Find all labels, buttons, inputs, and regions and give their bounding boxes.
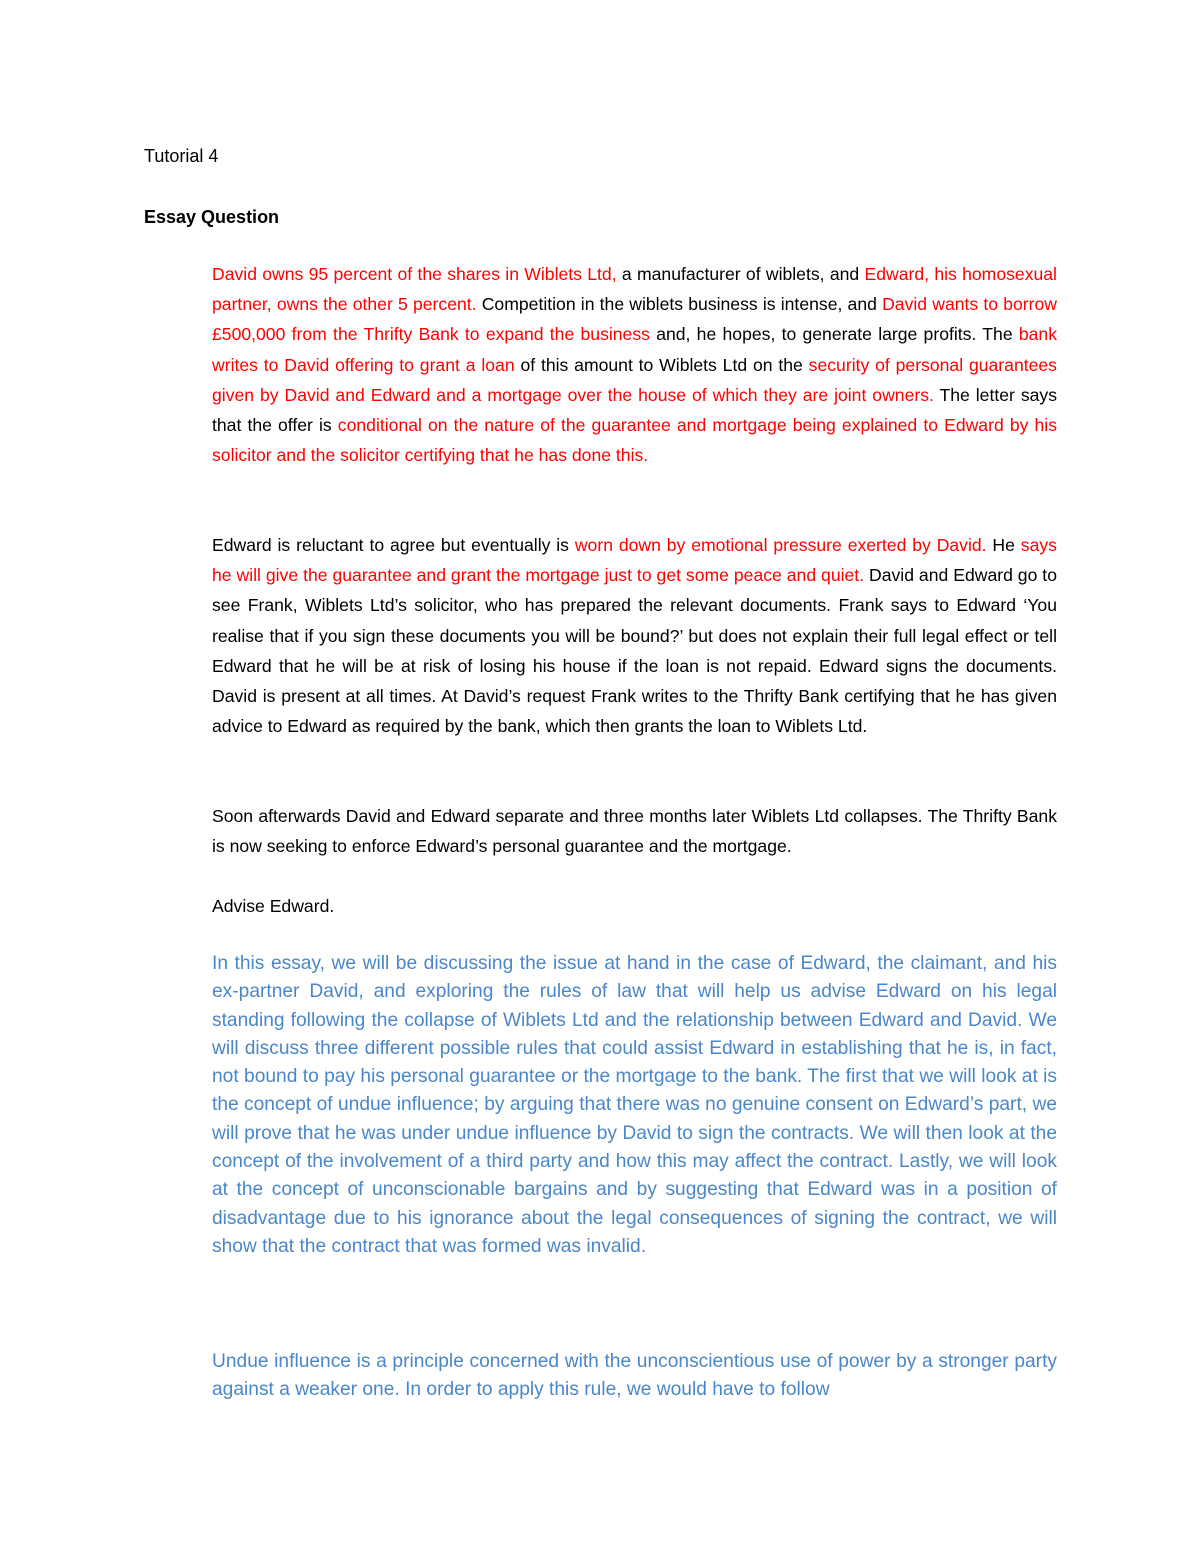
section-heading: Essay Question <box>144 207 280 227</box>
question-highlight: worn down by emotional pressure exerted by David. <box>574 535 987 555</box>
question-text: and, he hopes, to generate large profits. The <box>649 324 1019 345</box>
question-text: a manufacturer of wiblets, and <box>616 264 865 284</box>
essay-paragraph-2: Undue influence is a principle concerned with the unconscientious use of power by a stronger party against a weaker one. In order to apply this rule, we would have to follow <box>212 1351 1057 1401</box>
question-text: He <box>986 535 1021 555</box>
essay-paragraph-1: In this essay, we will be discussing the issue at hand in the case of Edward, the claimant, and his ex-partner David, and exploring the rules of law that will help us advise Edward on his legal standing following the collapse of Wiblets Ltd and the relationship between Edward and David. We will discuss three different possible rules that could assist Edward in establishing that he is, in fact, not bound to pay his personal guarantee or the mortgage to the bank. The first that we will look at is the concept of undue influence; by arguing that there was no genuine consent on Edward’s part, we will prove that he was under undue influence by David to sign the contracts. We will then look at the concept of the involvement of a third party and how this may affect the contract. Lastly, we will look at the concept of unconscionable bargains and by suggesting that Edward was in a position of disadvantage due to his ignorance about the legal consequences of signing the contract, we will show that the contract that was formed was invalid. <box>212 953 1057 1257</box>
question-highlight: David owns 95 percent of the shares in Wiblets Ltd, <box>212 264 617 284</box>
question-highlight: David wants to borrow £500,000 from the Thrifty Bank to expand the business <box>212 294 1058 345</box>
question-text: The letter says that the offer is <box>212 384 1057 436</box>
question-highlight: bank writes to David offering to grant a loan <box>212 324 1058 375</box>
question-text: Competition in the wiblets business is intense, and <box>476 294 883 315</box>
question-instruction: Advise Edward. <box>212 896 335 916</box>
question-highlight: conditional on the nature of the guarantee and mortgage being explained to Edward by his solicitor and the solicitor certifying that he has done this. <box>212 415 1058 466</box>
question-highlight: says he will give the guarantee and grant the mortgage just to get some peace and quiet. <box>212 535 1057 586</box>
question-highlight: Edward, his homosexual partner, owns the other 5 percent. <box>212 264 1057 315</box>
tutorial-label: Tutorial 4 <box>144 146 219 166</box>
question-highlight: security of personal guarantees given by David and Edward and a mortgage over the house of which they are joint owners. <box>212 354 1057 405</box>
question-text: David and Edward go to see Frank, Wiblets Ltd’s solicitor, who has prepared the relevant documents. Frank says to Edward ‘You realise that if you sign these documents you will be bound?’ but does not explain their full legal effect or tell Edward that he will be at risk of losing his house if the loan is not repaid. Edward signs the documents. David is present at all times. At David’s request Frank writes to the Thrifty Bank certifying that he has given advice to Edward as required by the bank, which then grants the loan to Wiblets Ltd. <box>212 565 1057 737</box>
question-text: Edward is reluctant to agree but eventually is <box>212 535 575 555</box>
question-text: of this amount to Wiblets Ltd on the <box>514 354 809 375</box>
question-paragraph-1 <box>212 259 1057 470</box>
question-paragraph-3: Soon afterwards David and Edward separate and three months later Wiblets Ltd collapses. The Thrifty Bank is now seeking to enforce Edward’s personal guarantee and the mortgage. <box>212 806 1057 857</box>
question-paragraph-2 <box>212 530 1057 741</box>
